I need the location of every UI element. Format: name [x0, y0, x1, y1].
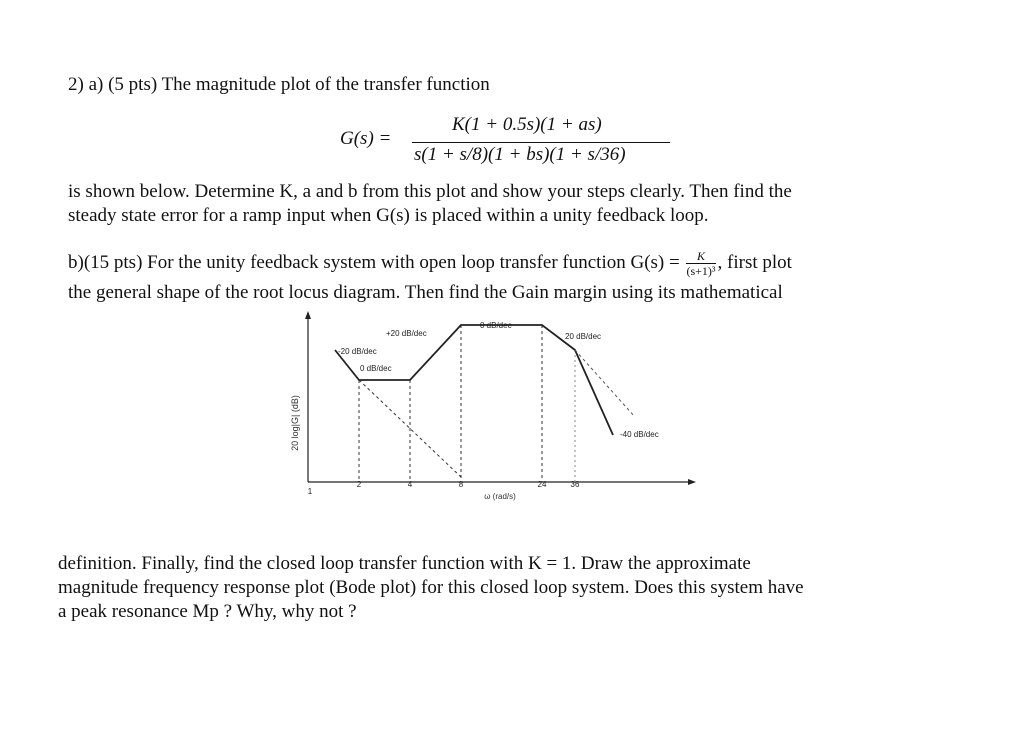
x-tick-2: 2: [356, 480, 362, 489]
problem-b-line1: [68, 250, 792, 280]
problem-b-line1-pre: b)(15 pts) For the unity feedback system with open loop transfer function G(s) =: [68, 251, 680, 273]
x-tick-8: 8: [458, 480, 464, 489]
inline-fraction: [686, 250, 715, 277]
slope-label-twenty: 20 dB/dec: [565, 332, 602, 341]
x-tick-1: 1: [307, 487, 313, 496]
bode-magnitude-plot: [290, 305, 700, 505]
x-axis-label: ω (rad/s): [484, 492, 516, 501]
equation-denominator: s(1 + s/8)(1 + bs)(1 + s/36): [414, 144, 626, 165]
slope-label-zero-high: 0 dB/dec: [480, 321, 512, 330]
slope-label-minus20: -20 dB/dec: [338, 347, 377, 356]
equation-fraction-bar: [412, 142, 670, 143]
problem-b-line5: a peak resonance Mp ? Why, why not ?: [58, 601, 357, 622]
inline-fraction-denominator: (s+1)³: [686, 264, 716, 278]
magnitude-asymptote: [335, 325, 613, 435]
x-tick-4: 4: [407, 480, 413, 489]
y-axis-arrow: [305, 311, 311, 319]
slope-label-plus20: +20 dB/dec: [386, 329, 427, 338]
inline-fraction-numerator: K: [696, 249, 705, 263]
problem-b-line3: definition. Finally, find the closed loop transfer function with K = 1. Draw the approximate: [58, 553, 751, 574]
extension-after-36: [575, 350, 635, 417]
problem-b-line1-post: , first plot: [717, 251, 792, 273]
transfer-function-equation: [340, 112, 680, 172]
problem-b-line2: the general shape of the root locus diagram. Then find the Gain margin using its mathematical: [68, 282, 783, 303]
equation-numerator: K(1 + 0.5s)(1 + as): [452, 114, 602, 135]
x-tick-36: 36: [570, 480, 580, 489]
slope-label-zero-low: 0 dB/dec: [360, 364, 392, 373]
slope-label-minus40: -40 dB/dec: [620, 430, 659, 439]
equation-lhs: G(s) =: [340, 128, 392, 149]
problem-a-text-line2: steady state error for a ramp input when G(s) is placed within a unity feedback loop.: [68, 205, 709, 226]
x-tick-24: 24: [537, 480, 547, 489]
x-axis-arrow: [688, 479, 696, 485]
problem-a-intro: 2) a) (5 pts) The magnitude plot of the transfer function: [68, 74, 490, 95]
problem-a-text-line1: is shown below. Determine K, a and b from this plot and show your steps clearly. Then find the: [68, 181, 792, 202]
y-axis-label: 20 log|G| (dB): [290, 395, 300, 451]
problem-b-line4: magnitude frequency response plot (Bode plot) for this closed loop system. Does this system have: [58, 577, 804, 598]
